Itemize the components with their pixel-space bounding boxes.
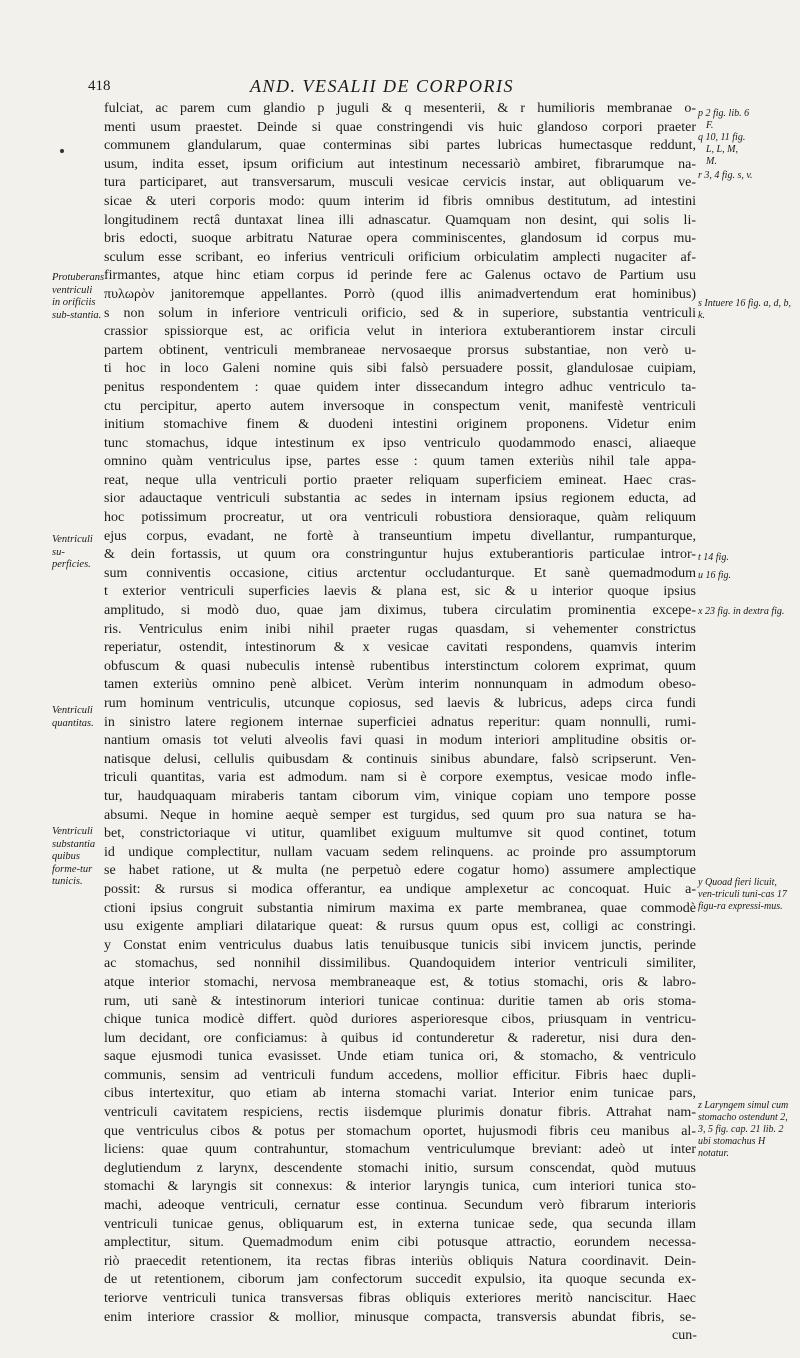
text-line: tur, haudquaquam miraberis tantam ciborum vim, vinique copiam uno tempore posse	[104, 788, 696, 804]
text-line: crassior spissiorque est, ac orificia velut in interiora extuberantiorem instar circuli	[104, 324, 696, 340]
text-line: bet, constrictoriaque vi utitur, quamlibet exiguum multumve sit quod continet, totum	[104, 826, 696, 842]
text-line: obfuscum & quasi nubeculis intensè rubentibus interstinctum colorem exprimat, quum	[104, 658, 696, 674]
text-line: amplectitur, situm. Quemadmodum enim cibi potusque attractio, eorundem necessa-	[104, 1235, 696, 1251]
margin-ref-u: u 16 fig.	[698, 570, 732, 581]
page-header	[0, 76, 800, 100]
text-line: ventriculi cavitatem respiciens, rectis iisdemque plurimis donatur fibris. Attrahat nam-	[104, 1105, 696, 1121]
text-line: se habet ratione, ut & multa (ne perpetuò edere cogatur homo) assumere amplectique	[104, 863, 696, 879]
text-line: atque interior stomachi, nervosa membraneaque est, & totius stomachi, oris & labro-	[104, 974, 696, 990]
text-line: cibus intertexitur, quo etiam ab interna stomachi variat. Interior enim tunicae pars,	[104, 1086, 696, 1102]
margin-ref-q-cont: L, L, M,	[706, 144, 738, 155]
margin-ref-p-cont: F.	[706, 120, 714, 131]
text-line: ti hoc in loco Galeni nomine quis sibi falsò persuadere possit, glandulosae cuipiam,	[104, 361, 696, 377]
text-line: tunc stomachus, idque intestinum ex ipso ventriculo quodammodo enasci, aliaeque	[104, 435, 696, 451]
text-line: ventriculi tunicae genus, obliquarum est, in externa tunicae sede, qua secunda illam	[104, 1216, 696, 1232]
text-line: tamen exteriùs omnino penè albicet. Verùm interim nonnunquam in admodum obeso-	[104, 677, 696, 693]
text-line: enim interiore crassior & mollior, minusque compacta, transversis abundat fibris, se-	[104, 1309, 696, 1325]
text-line: sicae & uteri corporis modo: quum interim id fibris omnibus destitutum, ad intestini	[104, 193, 696, 209]
text-line: πυλωρὸν janitoremque appellantes. Porrò (quod illis animadvertendum erat hominibus)	[104, 286, 696, 302]
running-head: AND. VESALII DE CORPORIS	[250, 76, 514, 96]
text-line: sior adauctaque ventriculi substantia ac sedes in internam ipsius regionem educta, ad	[104, 491, 696, 507]
text-line: usu exigente ampliari dilatarique queat: & rursus quum opus est, colligi ac constringi.	[104, 919, 696, 935]
text-line: possit: & rursus si modica offerantur, ea undique amplexetur ac concoquat. Huic a-	[104, 881, 696, 897]
text-line: partem obtinent, ventriculi membraneae nervosaeque prorsus substantiae, non verò u-	[104, 342, 696, 358]
text-line: amplitudo, si modò duo, quae jam diximus, tubera circulatim prominentia excepe-	[104, 603, 696, 619]
margin-ref-z: z Laryngem simul cum stomacho ostendunt 2, 3, 5 fig. cap. 21 lib. 2 ubi stomachus H notatur.	[698, 1100, 789, 1159]
text-line: stomachi & laryngis sit connexus: & interior laryngis tunica, cum interiori tunica sto-	[104, 1179, 696, 1195]
main-text-block	[104, 100, 696, 1327]
text-line: longitudinem rectâ duntaxat linea illi adnascatur. Quamquam non desint, qui solis li-	[104, 212, 696, 228]
text-line: natisque delusi, cellulis quibusdam & continuis sinibus abundare, falsò scripserunt. Ven-	[104, 751, 696, 767]
text-line: & dein fortassis, ut quum ora constringuntur hujus extuberantioris particulae intror-	[104, 547, 696, 563]
margin-gloss-substantia: Ventriculi substantia quibus forme-tur tunicis.	[52, 826, 96, 887]
text-line: triculi quantitas, varia est admodum. nam si è corpore exemptus, vesicae modo infle-	[104, 770, 696, 786]
text-line: omnino quàm ventriculus ipse, partes esse : quum tamen exteriùs nihil tale appa-	[104, 454, 696, 470]
text-line: ris. Ventriculus enim inibi nihil praeter rugas quasdam, si vehementer constrictus	[104, 621, 696, 637]
margin-ref-r: r 3, 4 fig. s, v.	[698, 170, 753, 181]
text-line: initium stomachive finem & duodeni intestini originem proponens. Videtur enim	[104, 417, 696, 433]
margin-ref-q-cont2: M.	[706, 156, 717, 167]
margin-ref-t: t 14 fig.	[698, 552, 729, 563]
text-line: sculum esse scribant, eo inferius ventriculi orificium orbiculatim amplecti nugaciter af-	[104, 249, 696, 265]
text-line: hoc potissimum procreatur, ut ora ventriculi robustiora densioraque, quàm reliquum	[104, 510, 696, 526]
text-line: machi, adeoque ventriculi, cernatur esse continua. Secundum verò fibrarum interioris	[104, 1198, 696, 1214]
text-line: de ut retentionem, ciborum jam confectorum succedit expulsio, ita quoque secunda ex-	[104, 1272, 696, 1288]
ink-dot	[60, 149, 64, 153]
catchword: cun-	[672, 1328, 697, 1343]
margin-gloss-superficies: Ventriculi su-perficies.	[52, 534, 93, 570]
text-line: y Constat enim ventriculus duabus latis tenuibusque tunicis sibi invicem junctis, perinde	[104, 937, 696, 953]
margin-ref-p: p 2 fig. lib. 6	[698, 108, 750, 119]
margin-ref-x: x 23 fig. in dextra fig.	[698, 606, 785, 617]
text-line: teriorve ventriculi tunica transversas fibras obliquis exteriores meritò nanciscitur. Haec	[104, 1291, 696, 1306]
text-line: saque ejusmodi tunica evasisset. Unde etiam tunica ori, & stomacho, & ventriculo	[104, 1049, 696, 1065]
text-line: penitus respondentem : quae quidem inter dissecandum integro adhuc ventriculo ta-	[104, 379, 696, 395]
text-line: ac stomachus, sed nonnihil dissimilibus. Quandoquidem interior ventriculi similiter,	[104, 956, 696, 972]
text-line: ctu percipitur, aperto autem inversoque in conspectum venit, manifestè ventriculi	[104, 398, 696, 414]
text-line: id undique complectitur, nullam vacuam sedem relinquens. ac proinde pro assumptorum	[104, 844, 696, 860]
text-line: menti usum praestet. Deinde si quae constringendi vis huic glandoso corpori praeter	[104, 119, 696, 135]
text-line: ctioni ipsius congruit substantia nimirum maxima ex parte membranea, quae commodè	[104, 900, 696, 916]
text-line: bris edocti, suoque arbitratu Naturae opera comminiscentes, glandosum id corpus mu-	[104, 231, 696, 247]
text-line: chique tunica modicè differt. quòd duriores asperioresque cibos, priusquam in ventricu-	[104, 1012, 696, 1028]
text-line: nantium omasis tot veluti alveolis favi quasi in modum interiori amplitudine obsitis or-	[104, 733, 696, 749]
text-line: in sinistro latere regionem internae superficiei adnatus reperitur: quam nonnulli, rumi-	[104, 714, 696, 730]
text-line: usum, indita esset, ipsum orificium aut intestinum necessariò ambiret, fibrarumque na-	[104, 156, 696, 172]
margin-ref-q: q 10, 11 fig.	[698, 132, 746, 143]
text-line: deglutiendum z larynx, descendente stomachi initio, sursum conscendat, quòd mutuus	[104, 1160, 696, 1176]
text-line: communem glandularum, quae conterminas sibi partes lubricas humectasque reddunt,	[104, 138, 696, 154]
text-line: rum, uti sanè & intestinorum interiori tunicae continua: duritie tamen ab oris stoma-	[104, 993, 696, 1009]
text-line: s non solum in inferiore ventriculi orificio, sed & in superiore, substantia ventriculi	[104, 305, 696, 321]
text-line: liciens: quae quum contrahuntur, stomachum ventriculumque breviant: adeò ut inter	[104, 1142, 696, 1158]
text-line: sum conniventis occasione, citius arctentur occludanturque. Et sanè quemadmodum	[104, 565, 696, 581]
text-line: que ventriculus cibos & potus per stomachum oportet, hujusmodi fibris ceu manibus al-	[104, 1123, 696, 1139]
margin-gloss-quantitas: Ventriculi quantitas.	[52, 705, 94, 729]
text-line: firmantes, atque hinc etiam corpus id perinde fere ac Galenus octavo de Partium usu	[104, 268, 696, 284]
text-line: ejus corpus, evadant, ne fortè à transeuntium impetu divellantur, rumpanturque,	[104, 528, 696, 544]
margin-gloss-protuberans: Protuberans ventriculi in orificiis sub-stantia.	[52, 272, 105, 321]
text-line: communis, sensim ad ventriculi fundum accedens, mollior efficitur. Fibris haec dupli-	[104, 1067, 696, 1083]
text-line: fulciat, ac parem cum glandio p juguli & q mesenterii, & r humilioris membranae o-	[104, 101, 696, 116]
text-line: rum hominum ventriculis, utcunque copiosus, sed laevis & lubricus, adeps circa fundi	[104, 696, 696, 711]
margin-ref-y: y Quoad fieri licuit, ven-triculi tuni-cas 17 figu-ra expressi-mus.	[698, 877, 787, 912]
margin-ref-s: s Intuere 16 fig. a, d, b, k.	[698, 298, 791, 321]
text-line: reperiatur, ostendit, intestinorum & x vesicae cavitati respondens, quamvis interim	[104, 640, 696, 656]
text-line: tura participaret, aut transversarum, musculi vesicae cervicis instar, aut obliquarum ve-	[104, 175, 696, 191]
text-line: riò praecedit retentionem, ita rectas fibras interiùs obliquis Natura coordinavit. Dein-	[104, 1253, 696, 1269]
text-line: lum decidant, ore conficiamus: à quibus id contunderetur & raderetur, nisi dura den-	[104, 1030, 696, 1046]
text-line: t exterior ventriculi superficies laevis & plana est, sic & u interior quoque ipsius	[104, 584, 696, 600]
page-number: 418	[88, 78, 111, 94]
text-line: reat, neque ulla ventriculi portio praeter reliquam superficiem emineat. Haec cras-	[104, 472, 696, 488]
text-line: absumi. Neque in homine aequè semper est turgidus, sed quum pro sua natura se ha-	[104, 807, 696, 823]
